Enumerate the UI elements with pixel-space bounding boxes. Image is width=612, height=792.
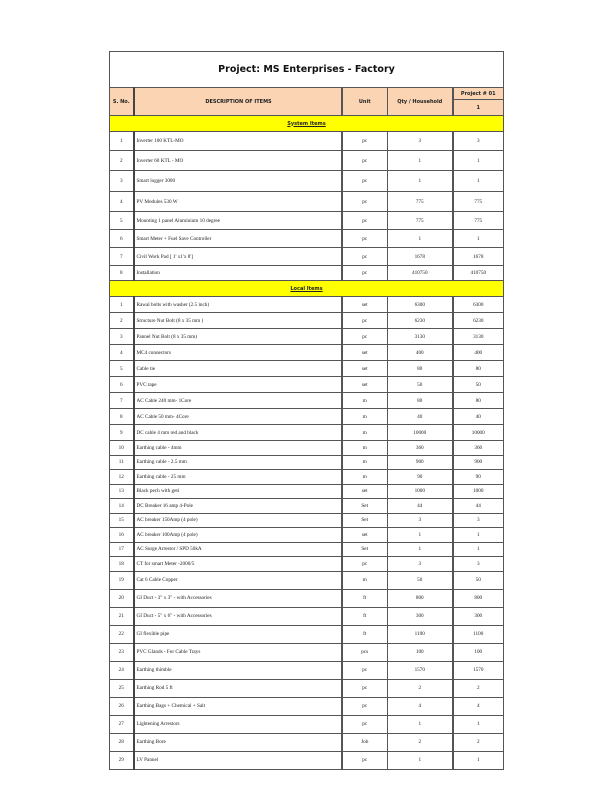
item-unit: set (342, 484, 388, 499)
item-description: Earthing Rod 5 ft (134, 679, 342, 697)
item-description: Rawal bolts with washer (2.5 inch) (134, 297, 342, 313)
item-description: PV Modules 530 W (134, 192, 342, 212)
item-description: AC Cable 50 mm- 4Core (134, 409, 342, 425)
item-description: GI Duct - 3" x 3" - with Accessories (134, 589, 342, 607)
item-unit: pc (342, 329, 388, 345)
item-qty: 3130 (388, 329, 453, 345)
row-number: 6 (110, 230, 134, 248)
row-number: 8 (110, 266, 134, 281)
row-number: 20 (110, 589, 134, 607)
item-qty: 300 (388, 607, 453, 625)
item-unit: pc (342, 212, 388, 230)
item-description: AC breaker 150Amp (4 pole) (134, 513, 342, 528)
item-project-qty: 1 (453, 715, 504, 733)
item-qty: 1100 (388, 625, 453, 643)
item-unit: ft (342, 607, 388, 625)
table-row (110, 409, 504, 425)
row-number: 24 (110, 661, 134, 679)
item-qty: 1 (388, 715, 453, 733)
item-project-qty: 410750 (453, 266, 504, 281)
item-description: MC4 connectors (134, 345, 342, 361)
row-number: 28 (110, 733, 134, 751)
row-number: 23 (110, 643, 134, 661)
item-unit: m (342, 409, 388, 425)
item-project-qty: 3 (453, 557, 504, 572)
row-number: 16 (110, 528, 134, 543)
row-number: 1 (110, 132, 134, 151)
item-qty: 1 (388, 528, 453, 543)
item-qty: 1000 (388, 484, 453, 499)
item-description: GI flexible pipe (134, 625, 342, 643)
item-description: AC breaker 100Amp (4 pole) (134, 528, 342, 543)
item-description: Lightening Arrestors (134, 715, 342, 733)
row-number: 10 (110, 441, 134, 456)
table-row (110, 470, 504, 485)
item-description: Smart Meter + Fuel Save Controller (134, 230, 342, 248)
item-project-qty: 1 (453, 528, 504, 543)
item-qty: 50 (388, 571, 453, 589)
item-qty: 1 (388, 151, 453, 171)
item-qty: 2 (388, 679, 453, 697)
table-row (110, 679, 504, 697)
item-unit: m (342, 455, 388, 470)
row-number: 17 (110, 542, 134, 557)
item-project-qty: 44 (453, 499, 504, 514)
table-row (110, 248, 504, 266)
row-number: 5 (110, 212, 134, 230)
item-project-qty: 2 (453, 679, 504, 697)
table-row (110, 607, 504, 625)
item-project-qty: 80 (453, 393, 504, 409)
item-unit: m (342, 393, 388, 409)
table-row (110, 393, 504, 409)
row-number: 2 (110, 151, 134, 171)
item-project-qty: 1000 (453, 484, 504, 499)
item-qty: 775 (388, 212, 453, 230)
item-unit: ft (342, 625, 388, 643)
row-number: 8 (110, 409, 134, 425)
item-description: PVC Glands - For Cable Trays (134, 643, 342, 661)
item-description: Inverter 100 KTL-MO (134, 132, 342, 151)
boq-table (109, 51, 504, 770)
item-description: Earthing cable - 4mm (134, 441, 342, 456)
item-qty: 1678 (388, 248, 453, 266)
item-project-qty: 800 (453, 589, 504, 607)
row-number: 15 (110, 513, 134, 528)
item-unit: m (342, 441, 388, 456)
item-description: AC Cable 240 mm- 1Core (134, 393, 342, 409)
item-project-qty: 1 (453, 171, 504, 192)
item-project-qty: 1100 (453, 625, 504, 643)
item-qty: 80 (388, 361, 453, 377)
item-qty: 400 (388, 345, 453, 361)
page-title: Project: MS Enterprises - Factory (110, 52, 504, 88)
row-number: 29 (110, 751, 134, 769)
row-number: 25 (110, 679, 134, 697)
item-unit: set (342, 528, 388, 543)
item-qty: 6300 (388, 297, 453, 313)
row-number: 6 (110, 377, 134, 393)
item-project-qty: 1678 (453, 248, 504, 266)
table-row (110, 643, 504, 661)
item-qty: 800 (388, 589, 453, 607)
row-number: 4 (110, 345, 134, 361)
item-description: CT for smart Meter -2000/5 (134, 557, 342, 572)
row-number: 21 (110, 607, 134, 625)
header-unit: Unit (342, 88, 388, 116)
item-qty: 3 (388, 132, 453, 151)
row-number: 3 (110, 171, 134, 192)
item-project-qty: 40 (453, 409, 504, 425)
item-project-qty: 400 (453, 345, 504, 361)
item-description: Earthing cable - 2.5 mm (134, 455, 342, 470)
table-row (110, 571, 504, 589)
item-description: DC Breaker 16 amp 4-Pole (134, 499, 342, 514)
item-unit: Set (342, 499, 388, 514)
item-description: GI Duct - 5" x 6" - with Accessories (134, 607, 342, 625)
header-project: Project # 01 (453, 88, 504, 100)
item-unit: pc (342, 192, 388, 212)
item-qty: 6230 (388, 313, 453, 329)
row-number: 18 (110, 557, 134, 572)
table-row (110, 484, 504, 499)
item-unit: ft (342, 589, 388, 607)
item-unit: pc (342, 557, 388, 572)
item-unit: Job (342, 733, 388, 751)
table-row (110, 171, 504, 192)
section-title: System Items (110, 116, 504, 132)
table-row (110, 132, 504, 151)
item-project-qty: 300 (453, 607, 504, 625)
title-row (110, 52, 504, 88)
table-row (110, 625, 504, 643)
item-unit: Set (342, 513, 388, 528)
table-row (110, 557, 504, 572)
row-number: 11 (110, 455, 134, 470)
section-header (110, 116, 504, 132)
item-qty: 1570 (388, 661, 453, 679)
row-number: 14 (110, 499, 134, 514)
item-unit: pc (342, 679, 388, 697)
item-unit: pc (342, 715, 388, 733)
row-number: 22 (110, 625, 134, 643)
header-description: DESCRIPTION OF ITEMS (134, 88, 342, 116)
table-row (110, 266, 504, 281)
item-description: Installation (134, 266, 342, 281)
item-unit: pc (342, 248, 388, 266)
item-description: Earthing thimble (134, 661, 342, 679)
item-project-qty: 90 (453, 470, 504, 485)
item-unit: pc (342, 171, 388, 192)
item-qty: 3 (388, 513, 453, 528)
table-row (110, 425, 504, 441)
item-unit: pc (342, 751, 388, 769)
row-number: 5 (110, 361, 134, 377)
section-title: Local Items (110, 281, 504, 297)
table-row (110, 297, 504, 313)
table-row (110, 230, 504, 248)
item-qty: 3 (388, 557, 453, 572)
item-unit: set (342, 377, 388, 393)
item-qty: 410750 (388, 266, 453, 281)
item-qty: 10000 (388, 425, 453, 441)
table-row (110, 715, 504, 733)
item-description: Earthing Bags + Chemical + Salt (134, 697, 342, 715)
item-description: AC Surge Arrestor / SPD 50kA (134, 542, 342, 557)
item-project-qty: 50 (453, 571, 504, 589)
item-qty: 80 (388, 393, 453, 409)
item-project-qty: 6300 (453, 297, 504, 313)
item-qty: 50 (388, 377, 453, 393)
item-project-qty: 1570 (453, 661, 504, 679)
item-description: LV Pannel (134, 751, 342, 769)
item-unit: set (342, 361, 388, 377)
item-description: Cable tie (134, 361, 342, 377)
row-number: 13 (110, 484, 134, 499)
item-unit: pc (342, 266, 388, 281)
item-qty: 1 (388, 230, 453, 248)
row-number: 19 (110, 571, 134, 589)
item-description: Cat 6 Cable Copper (134, 571, 342, 589)
row-number: 4 (110, 192, 134, 212)
table-row (110, 212, 504, 230)
row-number: 7 (110, 248, 134, 266)
table-row (110, 697, 504, 715)
item-project-qty: 100 (453, 643, 504, 661)
item-description: Black pech with geti (134, 484, 342, 499)
item-project-qty: 775 (453, 192, 504, 212)
table-row (110, 499, 504, 514)
header-qty: Qty / Household (388, 88, 453, 116)
item-unit: Set (342, 542, 388, 557)
item-unit: pc (342, 151, 388, 171)
row-number: 1 (110, 297, 134, 313)
item-description: Earthing Bore (134, 733, 342, 751)
table-row (110, 455, 504, 470)
item-description: Mounting 1 panel Aluminium 10 degree (134, 212, 342, 230)
item-description: Structure Nut Bolt (8 x 35 mm ) (134, 313, 342, 329)
row-number: 12 (110, 470, 134, 485)
item-description: Civil Work Pad [ 1' x1'x 8'] (134, 248, 342, 266)
item-project-qty: 80 (453, 361, 504, 377)
item-qty: 900 (388, 455, 453, 470)
item-project-qty: 900 (453, 455, 504, 470)
item-unit: m (342, 470, 388, 485)
item-unit: pc (342, 697, 388, 715)
item-project-qty: 50 (453, 377, 504, 393)
item-unit: m (342, 425, 388, 441)
item-description: DC cable 4 mm red and black (134, 425, 342, 441)
item-project-qty: 6230 (453, 313, 504, 329)
table-row (110, 345, 504, 361)
item-description: PVC tape (134, 377, 342, 393)
item-qty: 40 (388, 409, 453, 425)
item-project-qty: 1 (453, 230, 504, 248)
item-project-qty: 4 (453, 697, 504, 715)
item-project-qty: 1 (453, 751, 504, 769)
table-row (110, 151, 504, 171)
item-description: Earthing cable - 25 mm (134, 470, 342, 485)
section-header (110, 281, 504, 297)
item-unit: pcs (342, 643, 388, 661)
table-row (110, 441, 504, 456)
item-unit: pc (342, 661, 388, 679)
table-row (110, 329, 504, 345)
table-row (110, 313, 504, 329)
item-description: Inverter 60 KTL - MO (134, 151, 342, 171)
item-qty: 360 (388, 441, 453, 456)
item-project-qty: 3 (453, 132, 504, 151)
item-qty: 775 (388, 192, 453, 212)
item-project-qty: 360 (453, 441, 504, 456)
table-row (110, 377, 504, 393)
row-number: 27 (110, 715, 134, 733)
item-qty: 1 (388, 542, 453, 557)
item-qty: 1 (388, 171, 453, 192)
row-number: 26 (110, 697, 134, 715)
item-unit: m (342, 571, 388, 589)
item-qty: 2 (388, 733, 453, 751)
table-row (110, 733, 504, 751)
table-row (110, 528, 504, 543)
item-description: Pannel Nut Bolt (8 x 35 mm) (134, 329, 342, 345)
item-qty: 100 (388, 643, 453, 661)
item-unit: set (342, 345, 388, 361)
table-row (110, 542, 504, 557)
row-number: 3 (110, 329, 134, 345)
item-qty: 90 (388, 470, 453, 485)
table-row (110, 751, 504, 769)
item-project-qty: 2 (453, 733, 504, 751)
item-unit: pc (342, 230, 388, 248)
table-row (110, 192, 504, 212)
item-qty: 44 (388, 499, 453, 514)
item-qty: 1 (388, 751, 453, 769)
table-row (110, 361, 504, 377)
item-description: Smart logger 3000 (134, 171, 342, 192)
row-number: 7 (110, 393, 134, 409)
row-number: 9 (110, 425, 134, 441)
header-project-number: 1 (453, 100, 504, 116)
item-project-qty: 775 (453, 212, 504, 230)
table-row (110, 661, 504, 679)
row-number: 2 (110, 313, 134, 329)
item-project-qty: 3130 (453, 329, 504, 345)
item-qty: 4 (388, 697, 453, 715)
item-project-qty: 1 (453, 542, 504, 557)
item-unit: set (342, 297, 388, 313)
table-row (110, 513, 504, 528)
header-sno: S. No. (110, 88, 134, 116)
item-project-qty: 1 (453, 151, 504, 171)
item-unit: pc (342, 132, 388, 151)
table-row (110, 589, 504, 607)
header-row (110, 88, 504, 100)
item-project-qty: 10000 (453, 425, 504, 441)
item-unit: pc (342, 313, 388, 329)
item-project-qty: 3 (453, 513, 504, 528)
